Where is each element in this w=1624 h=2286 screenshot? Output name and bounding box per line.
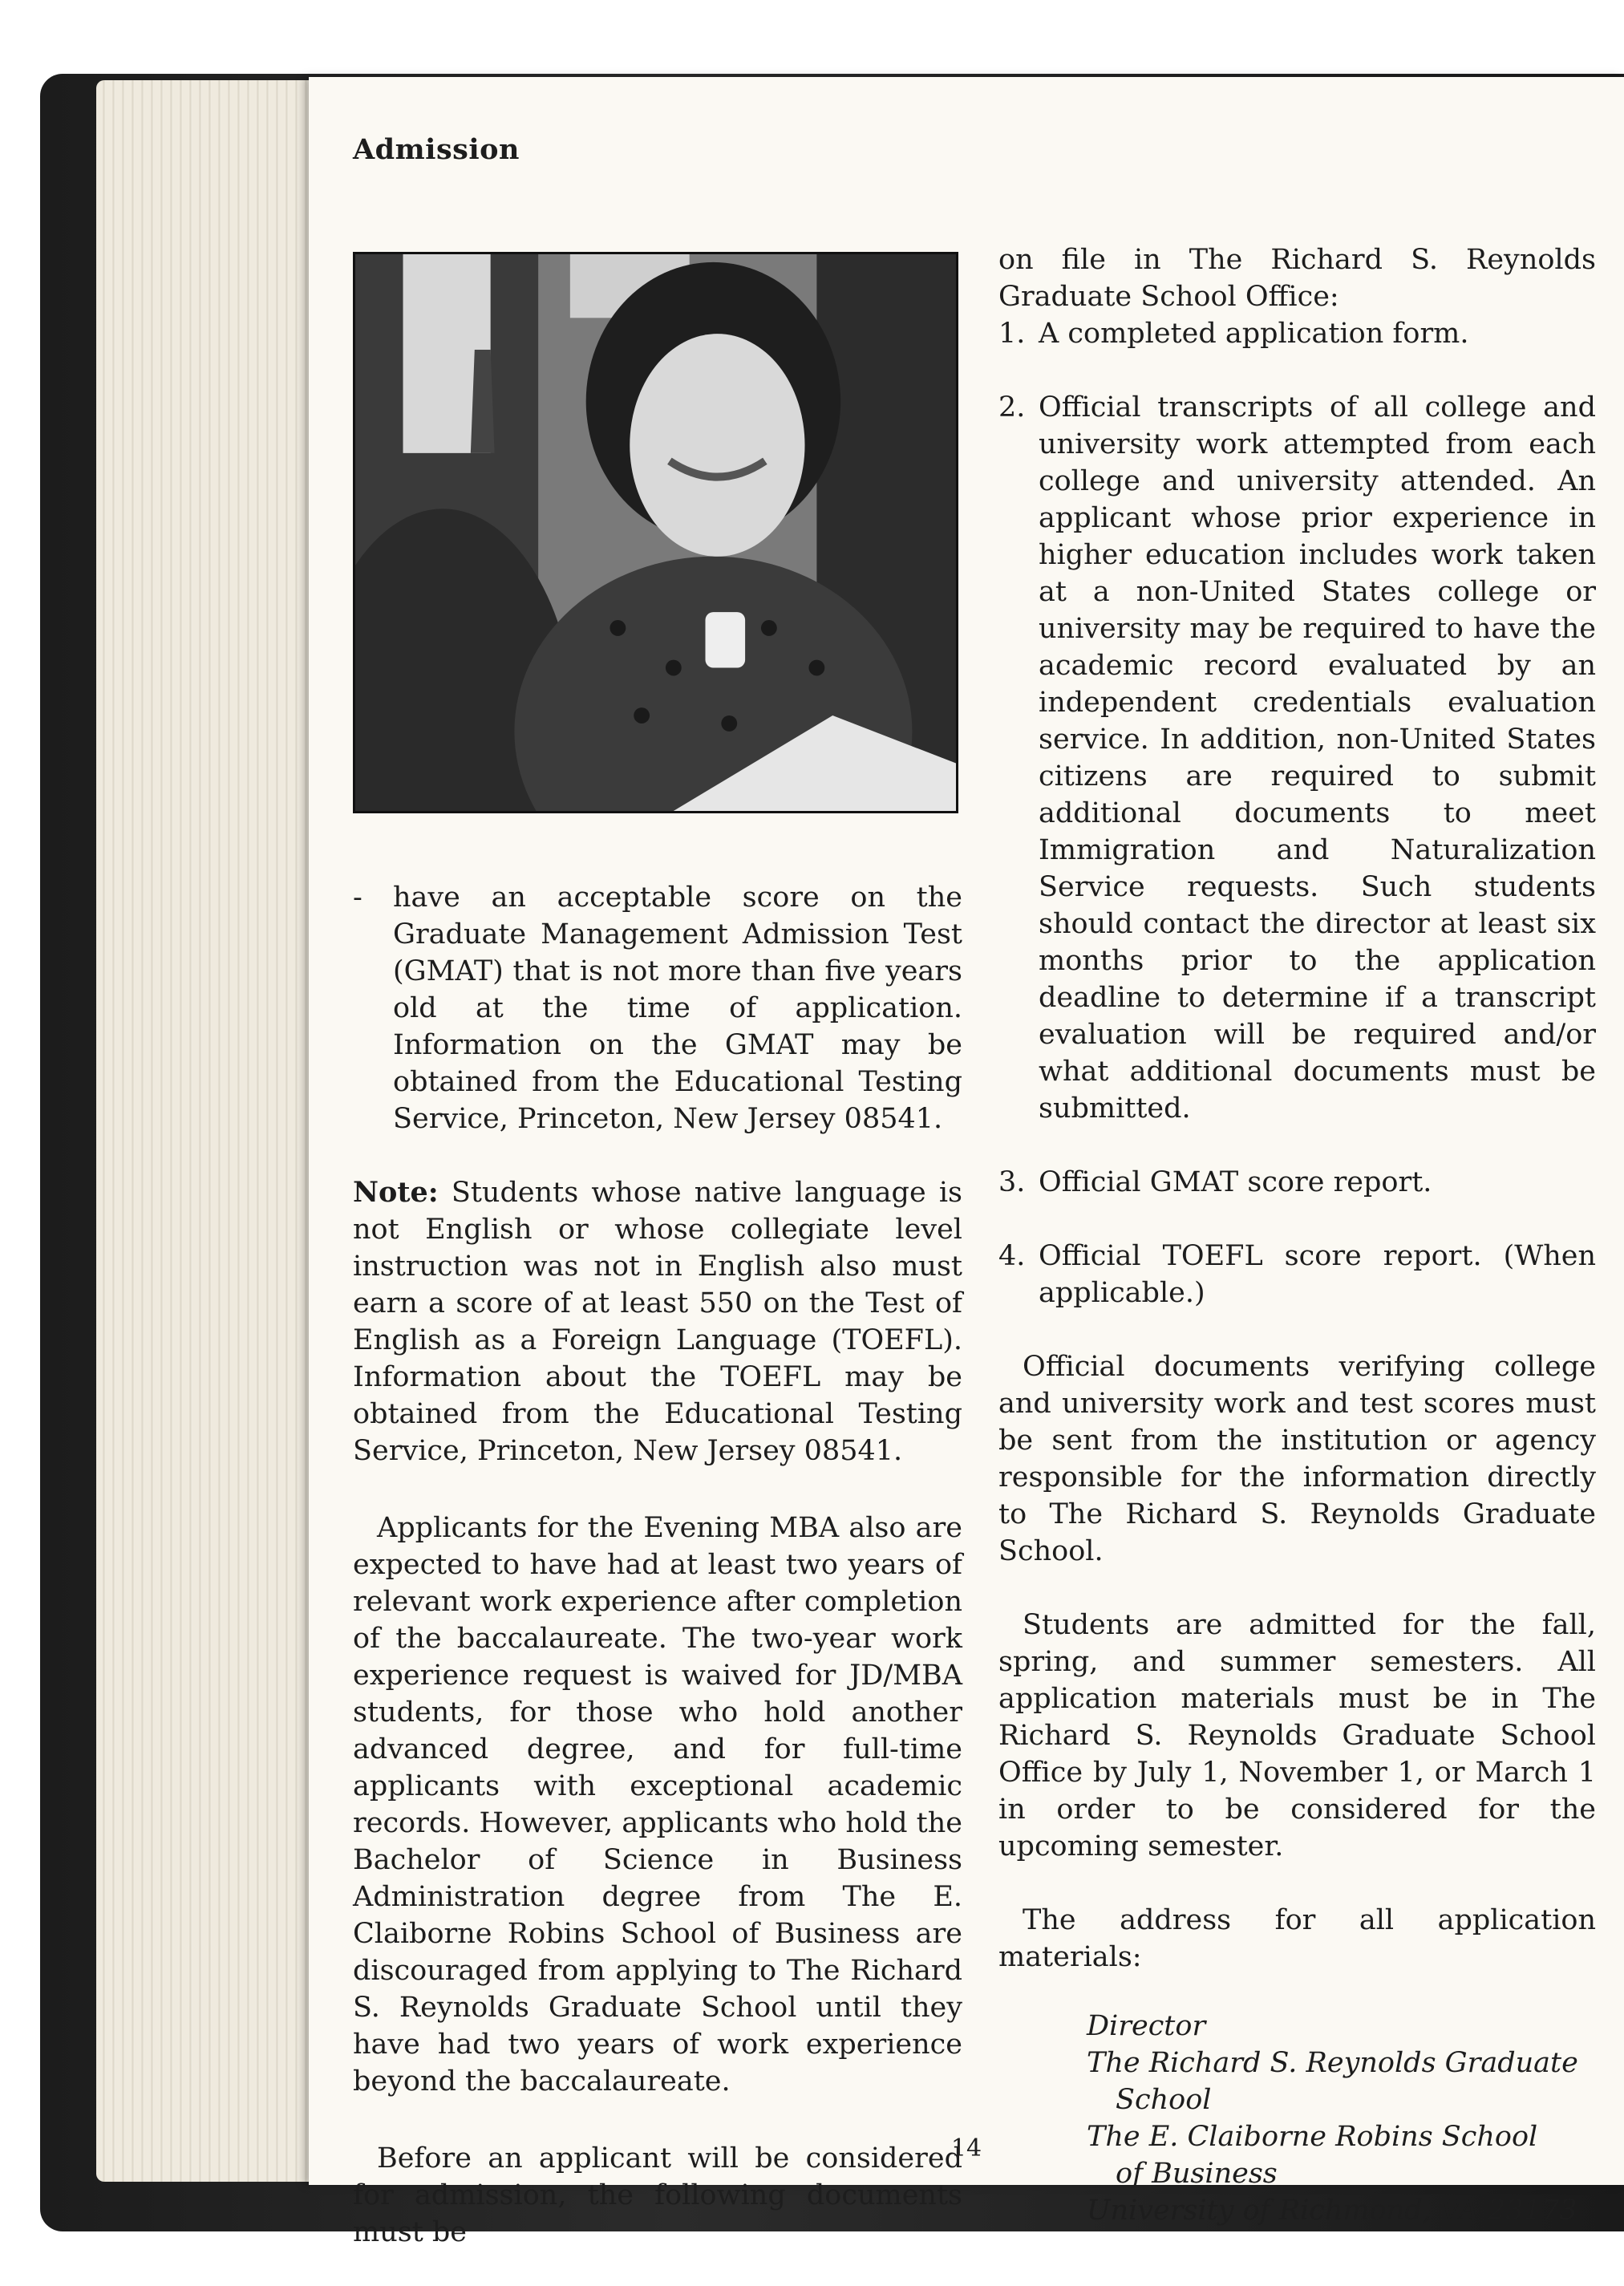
list-item: [998, 1164, 1596, 1201]
book-page: [309, 77, 1624, 2248]
list-item-text: Official TOEFL score report. (When applicable.): [1039, 1240, 1596, 1309]
gmat-requirement: [353, 879, 962, 1137]
list-item-text: Official transcripts of all college and university work attempted from each college and university attended. An applicant whose prior experience in higher education includes work taken at a non-United States college or university may be required to have the academic record evaluated by an independent credentials evaluation service. In addition, non-United States citizens are required to submit additional documents to meet Immigration and Naturalization Service requests. Such students should contact the director at least six months prior to the application deadline to determine if a transcript evaluation will be required and/or what additional documents must be submitted.: [1039, 391, 1596, 1125]
list-item-number: 1.: [998, 318, 1026, 350]
continuation-paragraph: on file in The Richard S. Reynolds Graduate School Office:: [998, 244, 1596, 313]
address-line: The E. Claiborne Robins School: [1087, 2121, 1538, 2153]
student-photo: [353, 252, 958, 813]
list-item-number: 3.: [998, 1166, 1026, 1198]
page-number: 14: [950, 2134, 982, 2162]
address-line: The Richard S. Reynolds Graduate: [1087, 2047, 1578, 2079]
left-column: [353, 879, 962, 2251]
list-dash: -: [353, 882, 362, 914]
address-line: University of Richmond, VA 23173: [1087, 2195, 1577, 2227]
official-documents-paragraph: Official documents verifying college and university work and test scores must be sent from the institution or agency responsible for the information directly to The Richard S. Reynolds Graduate School.: [998, 1351, 1596, 1567]
address-line: of Business: [1116, 2158, 1278, 2190]
required-documents-list: [998, 315, 1596, 1311]
photo-illustration: [355, 254, 956, 811]
evening-mba-paragraph: Applicants for the Evening MBA also are expected to have had at least two years of relevant work experience after completion of the baccalaureate. The two-year work experience request is waived for JD/MBA students, for those who hold another advanced degree, and for full-time applicants with exceptional academic records. However, applicants who hold the Bachelor of Science in Business Administration degree from The E. Claiborne Robins School of Business are discouraged from applying to The Richard S. Reynolds Graduate School until they have had two years of work experience beyond the baccalaureate.: [353, 1512, 962, 2098]
note-label: Note:: [353, 1176, 439, 1209]
list-item-number: 4.: [998, 1240, 1026, 1272]
list-item-text: A completed application form.: [1039, 318, 1469, 350]
right-column: [998, 241, 1596, 2229]
list-item-number: 2.: [998, 391, 1026, 424]
address-line: Director: [1087, 2010, 1206, 2042]
list-item: [998, 1238, 1596, 1311]
semesters-paragraph: Students are admitted for the fall, spring, and summer semesters. All application materials must be in The Richard S. Reynolds Graduate School Office by July 1, November 1, or March 1 in order to be considered for the upcoming semester.: [998, 1609, 1596, 1862]
address-line: School: [1116, 2084, 1212, 2116]
list-item: [998, 389, 1596, 1127]
list-item: [998, 315, 1596, 352]
toefl-note: [353, 1174, 962, 1469]
note-text: Students whose native language is not English or whose collegiate level instruction was not in English also must earn a score of at least 550 on the Test of English as a Foreign Language (TOEFL). Information about the TOEFL may be obtained from the Educational Testing Service, Princeton, New Jersey 08541.: [353, 1177, 962, 1467]
documents-intro-paragraph: Before an applicant will be considered for admission, the following documents must be: [353, 2142, 962, 2248]
running-head: Admission: [353, 133, 520, 166]
address-intro: The address for all application materials:: [998, 1904, 1596, 1973]
mailing-address: [1087, 2008, 1596, 2229]
list-item-text: Official GMAT score report.: [1039, 1166, 1432, 1198]
gmat-requirement-text: have an acceptable score on the Graduate Management Admission Test (GMAT) that is not more than five years old at the time of application. Information on the GMAT may be obtained from the Educational Testing Service, Princeton, New Jersey 08541.: [393, 882, 962, 1135]
page-edges: [96, 80, 313, 2182]
